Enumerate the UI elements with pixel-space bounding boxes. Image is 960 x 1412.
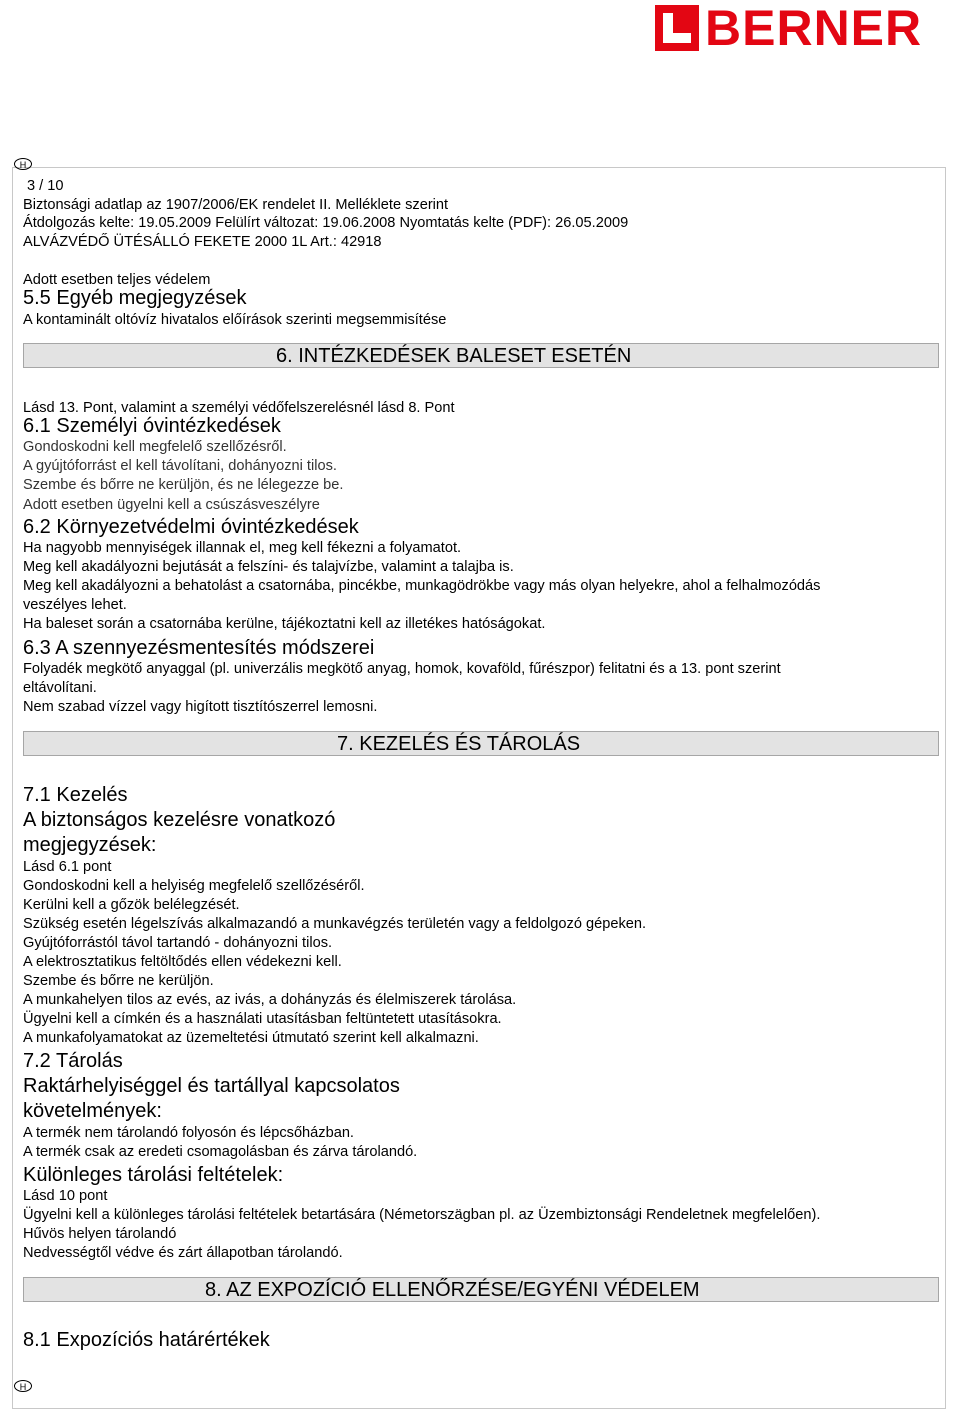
- text-6-2-line: Ha nagyobb mennyiségek illannak el, meg kell fékezni a folyamatot.: [23, 540, 462, 556]
- section-6-title: 6. INTÉZKEDÉSEK BALESET ESETÉN: [276, 345, 632, 367]
- section-8-title: 8. AZ EXPOZÍCIÓ ELLENŐRZÉSE/EGYÉNI VÉDELEM: [205, 1279, 700, 1301]
- text-6-2-line: veszélyes lehet.: [23, 597, 127, 613]
- text-7-1-line: A munkafolyamatokat az üzemeltetési útmutató szerint kell alkalmazni.: [23, 1030, 479, 1046]
- text-6-2-line: Meg kell akadályozni a behatolást a csatornába, pincékbe, munkagödrökbe vagy más olyan helyekre, ahol a felhalmozódás: [23, 578, 821, 594]
- section-6-intro: Lásd 13. Pont, valamint a személyi védőfelszerelésnél lásd 8. Pont: [23, 400, 455, 416]
- text-6-1-line: Adott esetben ügyelni kell a csúszásveszélyre: [23, 497, 320, 513]
- text-6-2-line: Ha baleset során a csatornába kerülne, tájékoztatni kell az illetékes hatóságokat.: [23, 616, 546, 632]
- text-6-3-line: Nem szabad vízzel vagy higított tisztítószerrel lemosni.: [23, 699, 378, 715]
- text-storage-line: Ügyelni kell a különleges tárolási feltételek betartására (Németorszägban pl. az Üzembiztonsági Rendeletnek megfelelően).: [23, 1207, 821, 1223]
- heading-storage-conditions: Különleges tárolási feltételek:: [23, 1164, 284, 1186]
- berner-logo: [655, 0, 923, 56]
- text-7-2-line: A termék nem tárolandó folyosón és lépcsőházban.: [23, 1125, 354, 1141]
- text-7-1-line: Gondoskodni kell a helyiség megfelelő szellőzéséről.: [23, 878, 365, 894]
- text-storage-line: Lásd 10 pont: [23, 1188, 108, 1204]
- text-7-1-line: A munkahelyen tilos az evés, az ivás, a dohányzás és élelmiszerek tárolása.: [23, 992, 517, 1008]
- section-6-bar: [23, 343, 939, 368]
- heading-5-5: 5.5 Egyéb megjegyzések: [23, 287, 247, 309]
- text-storage-line: Hűvös helyen tárolandó: [23, 1226, 177, 1242]
- text-6-1-line: Szembe és bőrre ne kerüljön, és ne lélegezze be.: [23, 477, 344, 493]
- heading-6-3: 6.3 A szennyezésmentesítés módszerei: [23, 637, 375, 659]
- berner-logo-icon: [655, 5, 699, 51]
- heading-7-2-sub2: követelmények:: [23, 1100, 162, 1122]
- text-6-1-line: Gondoskodni kell megfelelő szellőzésről.: [23, 439, 287, 455]
- heading-6-2: 6.2 Környezetvédelmi óvintézkedések: [23, 516, 359, 538]
- section-7-bar: [23, 731, 939, 756]
- page-number: 3 / 10: [27, 178, 64, 194]
- text-7-2-line: A termék csak az eredeti csomagolásban és zárva tárolandó.: [23, 1144, 418, 1160]
- text-6-1-line: A gyújtóforrást el kell távolítani, dohányozni tilos.: [23, 458, 337, 474]
- text-7-1-line: Szembe és bőrre ne kerüljön.: [23, 973, 214, 989]
- heading-7-2: 7.2 Tárolás: [23, 1050, 123, 1072]
- text-7-1-line: Ügyelni kell a címkén és a használati utasításban feltüntetett utasításokra.: [23, 1011, 502, 1027]
- text-5-5: A kontaminált oltóvíz hivatalos előírások szerinti megsemmisítése: [23, 312, 447, 328]
- doc-title: Biztonsági adatlap az 1907/2006/EK rendelet II. Melléklete szerint: [23, 197, 449, 213]
- section-7-title: 7. KEZELÉS ÉS TÁROLÁS: [337, 733, 581, 755]
- text-6-3-line: Folyadék megkötő anyaggal (pl. univerzális megkötő anyag, homok, kovaföld, fűrészpor) felitatni és a 13. pont szerint: [23, 661, 781, 677]
- text-6-3-line: eltávolítani.: [23, 680, 97, 696]
- text-6-2-line: Meg kell akadályozni bejutását a felszíni- és talajvízbe, valamint a talajba is.: [23, 559, 514, 575]
- heading-7-1-sub2: megjegyzések:: [23, 834, 157, 856]
- heading-7-1-sub: A biztonságos kezelésre vonatkozó: [23, 809, 336, 831]
- language-mark-bottom: H: [14, 1380, 32, 1392]
- full-protection-text: Adott esetben teljes védelem: [23, 272, 211, 288]
- brand-name: BERNER: [705, 0, 923, 56]
- heading-7-2-sub: Raktárhelyiséggel és tartállyal kapcsolatos: [23, 1075, 400, 1097]
- heading-6-1: 6.1 Személyi óvintézkedések: [23, 415, 281, 437]
- text-7-1-line: Kerülni kell a gőzök belélegzését.: [23, 897, 240, 913]
- text-7-1-line: Lásd 6.1 pont: [23, 859, 112, 875]
- product-name: ALVÁZVÉDŐ ÜTÉSÁLLÓ FEKETE 2000 1L Art.: 42918: [23, 234, 382, 250]
- text-7-1-line: A elektrosztatikus feltöltődés ellen védekezni kell.: [23, 954, 342, 970]
- language-mark-top: H: [14, 158, 32, 170]
- revision-dates: Átdolgozás kelte: 19.05.2009 Felülírt változat: 19.06.2008 Nyomtatás kelte (PDF): 26.05.2009: [23, 215, 629, 231]
- text-storage-line: Nedvességtől védve és zárt állapotban tárolandó.: [23, 1245, 343, 1261]
- text-7-1-line: Szükség esetén légelszívás alkalmazandó a munkavégzés területén vagy a feldolgozó gépeken.: [23, 916, 647, 932]
- text-7-1-line: Gyújtóforrástól távol tartandó - dohányozni tilos.: [23, 935, 333, 951]
- section-8-bar: [23, 1277, 939, 1302]
- heading-8-1: 8.1 Expozíciós határértékek: [23, 1329, 270, 1351]
- heading-7-1: 7.1 Kezelés: [23, 784, 128, 806]
